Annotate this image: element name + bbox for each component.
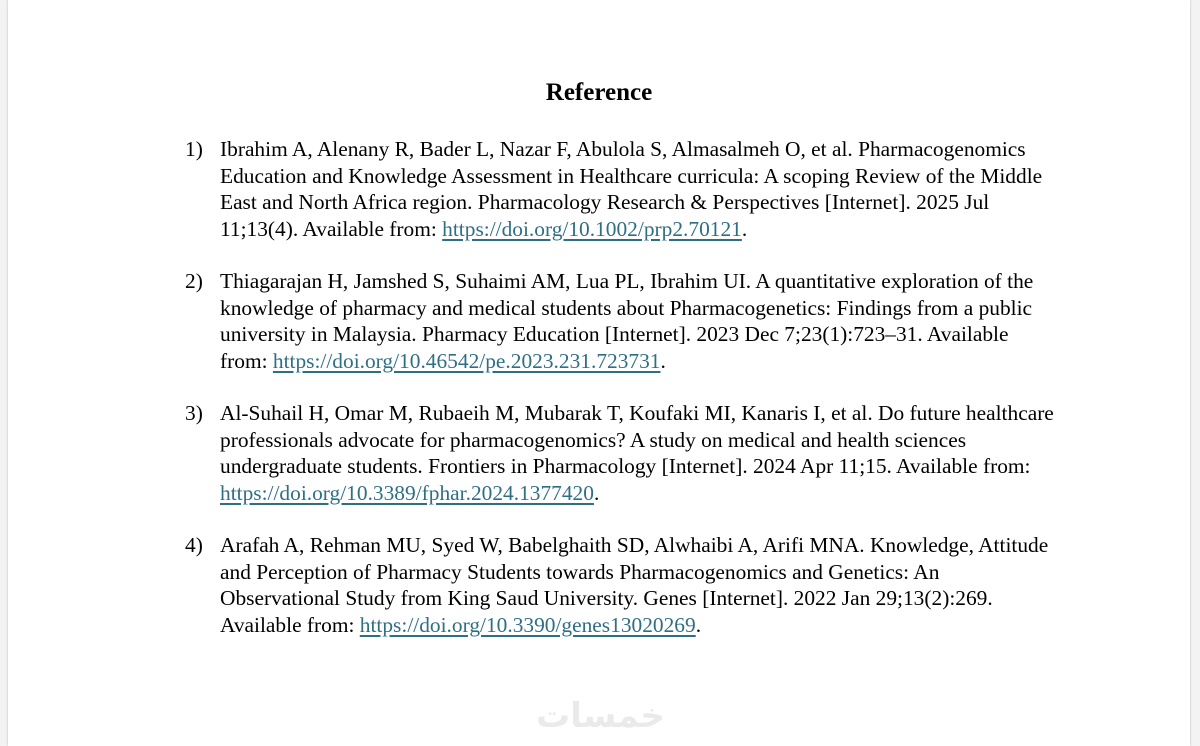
reference-number: 1) xyxy=(185,137,203,161)
reference-text: Al-Suhail H, Omar M, Rubaeih M, Mubarak T, Koufaki MI, Kanaris I, et al. Do future healthcare professionals advocate for pharmacogenomics? A study on medical and health sciences undergraduate students. Frontiers in Pharmacology [Internet]. 2024 Apr 11;15. Available from: xyxy=(220,401,1054,478)
document-page xyxy=(8,0,1190,746)
reference-item-2 xyxy=(8,268,1060,374)
reference-doi-link[interactable]: https://doi.org/10.1002/prp2.70121 xyxy=(442,216,742,241)
reference-doi-link[interactable]: https://doi.org/10.3390/genes13020269 xyxy=(359,612,696,637)
reference-suffix: . xyxy=(695,612,702,637)
reference-list xyxy=(8,136,1190,664)
reference-item-1 xyxy=(8,136,1060,242)
reference-suffix: . xyxy=(660,348,666,373)
reference-number: 2) xyxy=(185,269,203,293)
watermark: خمسات xyxy=(536,696,665,736)
reference-suffix: . xyxy=(741,216,748,241)
reference-item-4 xyxy=(8,532,1060,638)
reference-doi-link[interactable]: https://doi.org/10.3389/fphar.2024.1377420 xyxy=(220,480,594,505)
reference-number: 4) xyxy=(185,533,203,557)
reference-doi-link[interactable]: https://doi.org/10.46542/pe.2023.231.723731 xyxy=(272,348,661,373)
reference-item-3 xyxy=(8,400,1060,506)
reference-text: Ibrahim A, Alenany R, Bader L, Nazar F, Abulola S, Almasalmeh O, et al. Pharmacogenomics Education and Knowledge Assessment in Healthcare curricula: A scoping Review of the Middle East and North Africa region. Pharmacology Research & Perspectives [Internet]. 2025 Jul 11;13(4). Available from: xyxy=(220,137,1043,241)
reference-text: Thiagarajan H, Jamshed S, Suhaimi AM, Lua PL, Ibrahim UI. A quantitative exploration of the knowledge of pharmacy and medical students about Pharmacogenetics: Findings from a public university in Malaysia. Pharmacy Education [Internet]. 2023 Dec 7;23(1):723–31. Available from: xyxy=(220,269,1034,373)
page-title: Reference xyxy=(545,79,653,106)
reference-suffix: . xyxy=(593,480,600,505)
reference-text: Arafah A, Rehman MU, Syed W, Babelghaith SD, Alwhaibi A, Arifi MNA. Knowledge, Attitude and Perception of Pharmacy Students towards Pharmacogenomics and Genetics: An Observational Study from King Saud University. Genes [Internet]. 2022 Jan 29;13(2):269. Available from: xyxy=(220,533,1049,637)
reference-number: 3) xyxy=(185,401,203,425)
